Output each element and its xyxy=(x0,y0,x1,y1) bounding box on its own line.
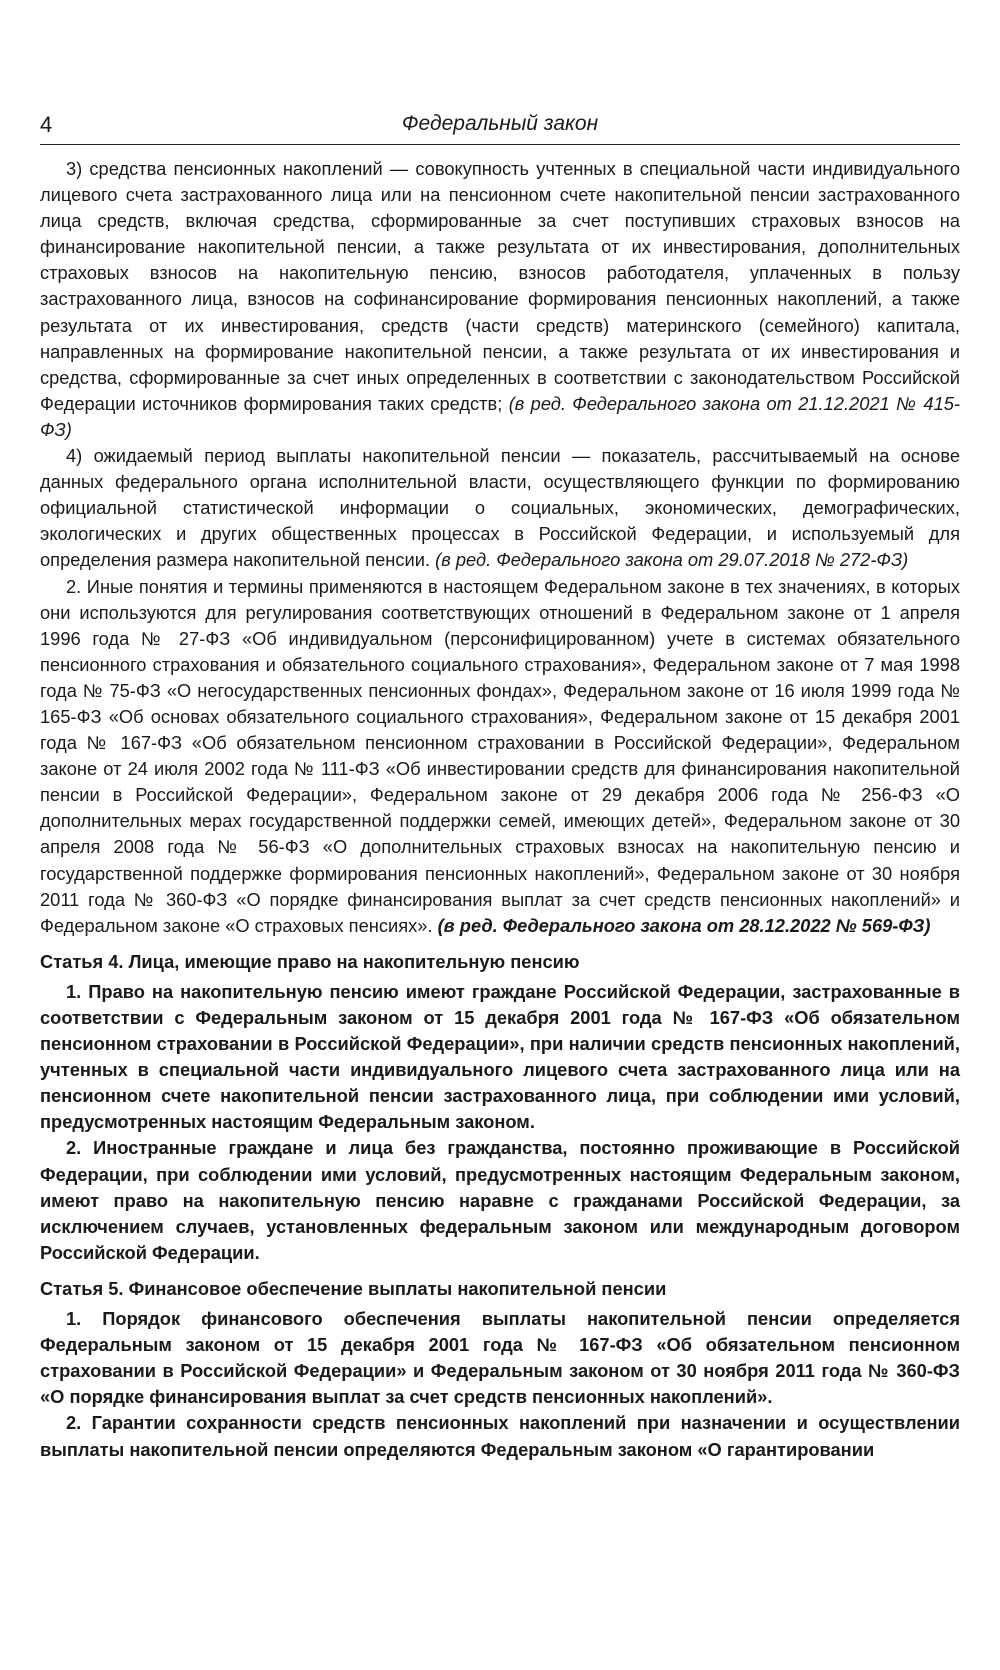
paragraph-item-4 xyxy=(40,443,960,573)
article-5-part-1: 1. Порядок финансового обеспечения выплаты накопительной пенсии определяется Федеральным законом от 15 декабря 2001 года № 167-ФЗ «Об обязательном пенсионном страховании в Российской Федерации» и Федеральным законом от 30 ноября 2011 года № 360-ФЗ «О порядке финансирования выплат за счет средств пенсионных накоплений». xyxy=(40,1308,960,1408)
article-5-heading: Статья 5. Финансовое обеспечение выплаты накопительной пенсии xyxy=(40,1277,667,1299)
paragraph-text: 4) ожидаемый период выплаты накопительной пенсии — показатель, рассчитываемый на основе данных федерального органа исполнительной власти, осуществляющего функции по формированию официальной статистической информации о социальных, экономических, демографических, экологических и других общественных процессах в Российской Федерации, и используемый для определения размера накопительной пенсии. xyxy=(40,445,960,571)
amendment-note: (в ред. Федерального закона от 28.12.2022 № 569-ФЗ) xyxy=(437,914,931,936)
article-4-heading: Статья 4. Лица, имеющие право на накопительную пенсию xyxy=(40,950,580,972)
page-number: 4 xyxy=(40,112,53,137)
article-4-part-1: 1. Право на накопительную пенсию имеют граждане Российской Федерации, застрахованные в соответствии с Федеральным законом от 15 декабря 2001 года № 167-ФЗ «Об обязательном пенсионном страховании в Российской Федерации», при наличии средств пенсионных накоплений, учтенных в специальной части индивидуального лицевого счета застрахованного лица или на пенсионном счете накопительной пенсии застрахованного лица, при соблюдении ими условий, предусмотренных настоящим Федеральным законом. xyxy=(40,980,960,1133)
document-page xyxy=(40,0,960,1670)
article-5-part-2: 2. Гарантии сохранности средств пенсионных накоплений при назначении и осуществлении выплаты накопительной пенсии определяются Федеральным законом «О гарантировании xyxy=(40,1412,960,1460)
paragraph-part-2 xyxy=(40,574,960,939)
running-title: Федеральный закон xyxy=(401,112,599,135)
paragraph-text: 3) средства пенсионных накоплений — совокупность учтенных в специальной части индивидуального лицевого счета застрахованного лица или на пенсионном счете накопительной пенсии застрахованного лица средств, включая средства, сформированные за счет поступивших страховых взносов на финансирование накопительной пенсии, а также результата от их инвестирования, дополнительных страховых взносов на накопительную пенсию, взносов работодателя, уплаченных в пользу застрахованного лица, взносов на софинансирование формирования пенсионных накоплений, а также результата от их инвестирования, средств (части средств) материнского (семейного) капитала, направленных на формирование накопительной пенсии, а также результата от их инвестирования и средства, сформированные за счет иных определенных в соответствии с законодательством Российской Федерации источников формирования таких средств; xyxy=(40,158,960,414)
page-header xyxy=(40,110,960,145)
paragraph-item-3 xyxy=(40,156,960,443)
amendment-note: (в ред. Федерального закона от 29.07.2018 № 272-ФЗ) xyxy=(435,549,909,571)
paragraph-text: 2. Иные понятия и термины применяются в настоящем Федеральном законе в тех значениях, в которых они используются для регулирования соответствующих отношений в Федеральном законе от 1 апреля 1996 года № 27-ФЗ «Об индивидуальном (персонифицированном) учете в системах обязательного пенсионного страхования и обязательного социального страхования», Федеральном законе от 7 мая 1998 года № 75-ФЗ «О негосударственных пенсионных фондах», Федеральном законе от 16 июля 1999 года № 165-ФЗ «Об основах обязательного социального страхования», Федеральном законе от 15 декабря 2001 года № 167-ФЗ «Об обязательном пенсионном страховании в Российской Федерации», Федеральном законе от 24 июля 2002 года № 111-ФЗ «Об инвестировании средств для финансирования накопительной пенсии в Российской Федерации», Федеральном законе от 29 декабря 2006 года № 256-ФЗ «О дополнительных мерах государственной поддержки семей, имеющих детей», Федеральном законе от 30 апреля 2008 года № 56-ФЗ «О дополнительных страховых взносах на накопительную пенсию и государственной поддержке формирования пенсионных накоплений», Федеральном законе от 30 ноября 2011 года № 360-ФЗ «О порядке финансирования выплат за счет средств пенсионных накоплений» и Федеральном законе «О страховых пенсиях». xyxy=(40,575,960,936)
article-4-part-2: 2. Иностранные граждане и лица без гражданства, постоянно проживающие в Российской Федерации, при соблюдении ими условий, предусмотренных настоящим Федеральным законом, имеют право на накопительную пенсию наравне с гражданами Российской Федерации, за исключением случаев, установленных федеральным законом или международным договором Российской Федерации. xyxy=(40,1137,960,1263)
amendment-note: (в ред. Федерального закона от 21.12.2021 № 415-ФЗ) xyxy=(40,392,960,440)
document-body xyxy=(40,156,960,1463)
